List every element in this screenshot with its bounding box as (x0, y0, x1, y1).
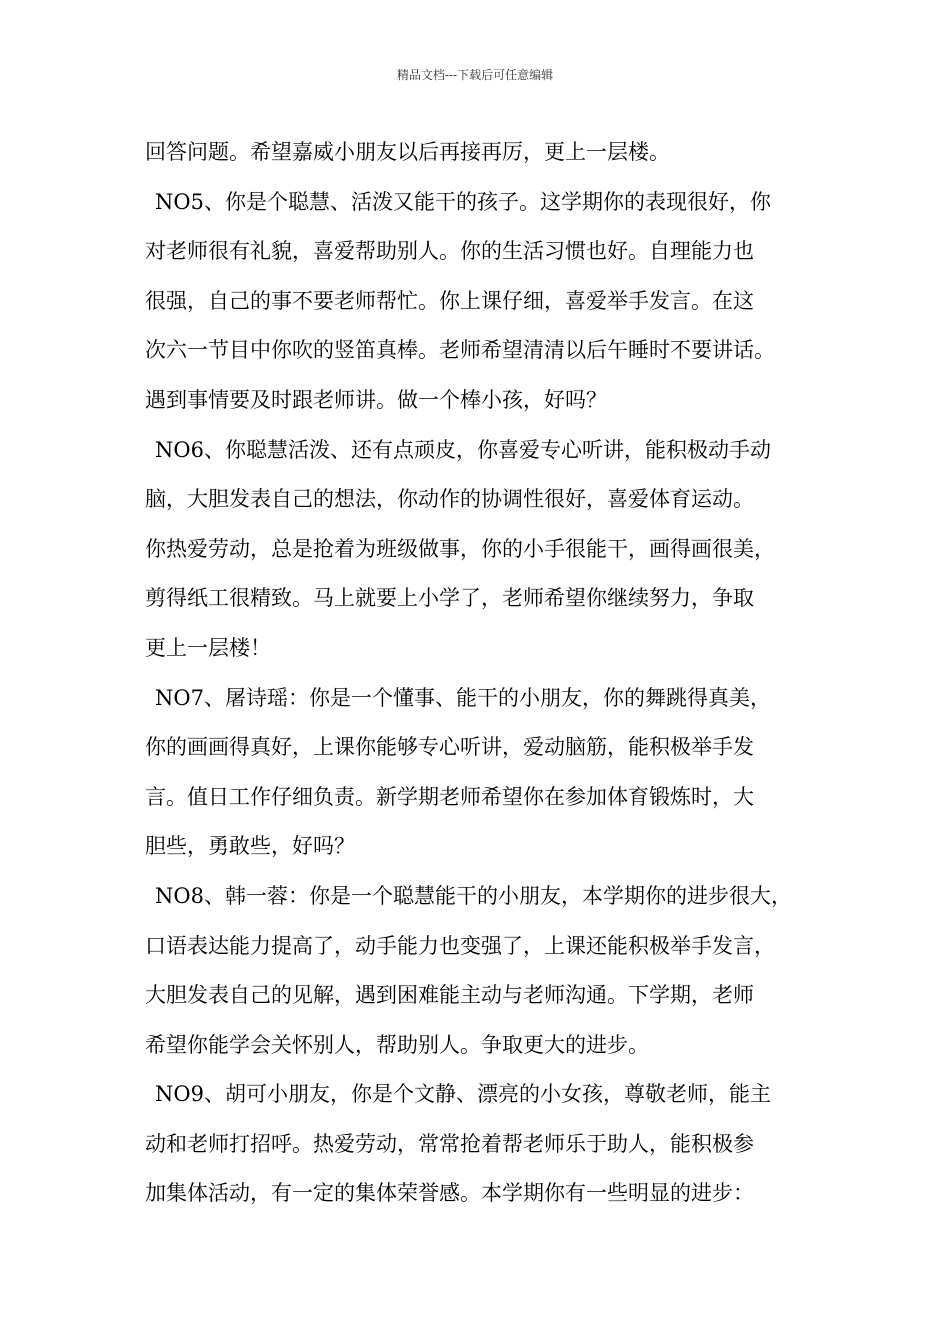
text-line: 动和老师打招呼。热爱劳动，常常抢着帮老师乐于助人，能积极参 (145, 1131, 754, 1156)
text-line: 更上一层楼！ (145, 635, 271, 660)
text-line: 加集体活动，有一定的集体荣誉感。本学期你有一些明显的进步： (145, 1181, 754, 1206)
text-line: NO7、屠诗瑶：你是一个懂事、能干的小朋友，你的舞跳得真美， (155, 685, 771, 710)
text-line: 回答问题。希望嘉威小朋友以后再接再厉，更上一层楼。 (145, 140, 670, 164)
text-line: 遇到事情要及时跟老师讲。做一个棒小孩，好吗？ (145, 387, 607, 412)
text-line: NO9、胡可小朋友，你是个文静、漂亮的小女孩，尊敬老师，能主 (155, 1082, 771, 1107)
text-line: NO8、韩一蓉：你是一个聪慧能干的小朋友，本学期你的进步很大， (155, 883, 792, 908)
text-line: 你的画画得真好，上课你能够专心听讲，爱动脑筋，能积极举手发 (145, 735, 754, 760)
page-header: 精品文档---下载后可任意编辑 (396, 68, 554, 82)
body-text (145, 128, 825, 1219)
text-line: 希望你能学会关怀别人，帮助别人。争取更大的进步。 (145, 1032, 649, 1057)
text-line: 脑，大胆发表自己的想法，你动作的协调性很好，喜爱体育运动。 (145, 487, 754, 512)
text-line: 次六一节目中你吹的竖笛真棒。老师希望清清以后午睡时不要讲话。 (145, 338, 775, 363)
text-line: 大胆发表自己的见解，遇到困难能主动与老师沟通。下学期，老师 (145, 983, 754, 1008)
text-line: 对老师很有礼貌，喜爱帮助别人。你的生活习惯也好。自理能力也 (145, 239, 754, 264)
text-line: 你热爱劳动，总是抢着为班级做事，你的小手很能干，画得画很美， (145, 536, 775, 561)
text-line: 很强，自己的事不要老师帮忙。你上课仔细，喜爱举手发言。在这 (145, 288, 754, 313)
text-line: 言。值日工作仔细负责。新学期老师希望你在参加体育锻炼时，大 (145, 784, 754, 809)
text-line: 剪得纸工很精致。马上就要上小学了，老师希望你继续努力，争取 (145, 586, 754, 611)
text-line: 胆些，勇敢些，好吗？ (145, 834, 355, 859)
text-line: NO5、你是个聪慧、活泼又能干的孩子。这学期你的表现很好，你 (155, 189, 771, 214)
text-line: 口语表达能力提高了，动手能力也变强了，上课还能积极举手发言， (145, 933, 775, 958)
text-line: NO6、你聪慧活泼、还有点顽皮，你喜爱专心听讲，能积极动手动 (155, 437, 771, 462)
